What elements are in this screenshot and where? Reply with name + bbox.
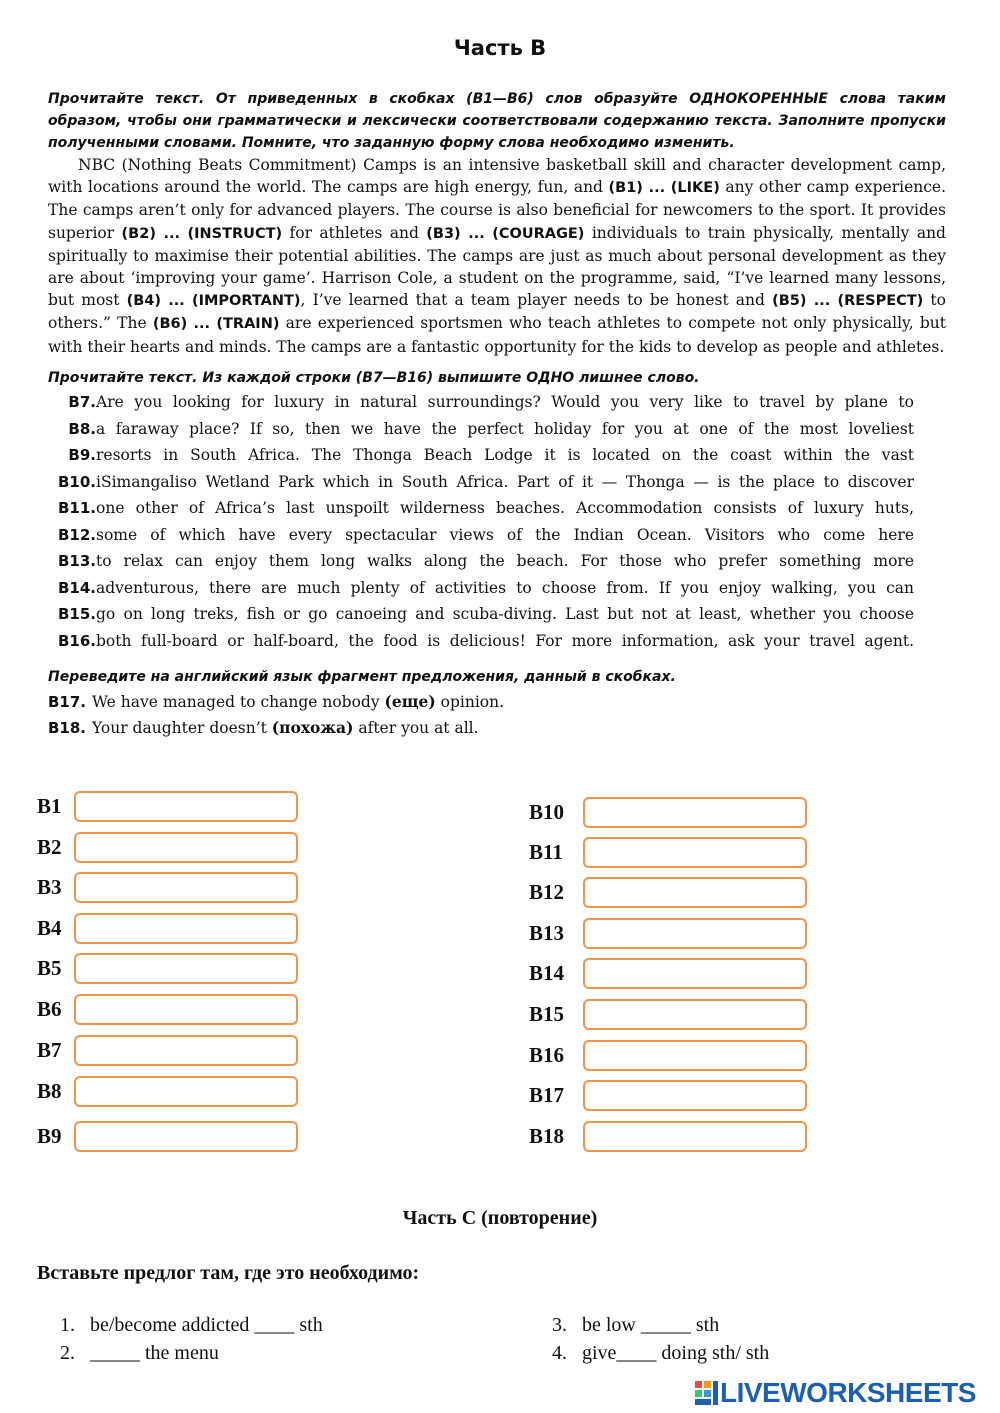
line-text: adventurous, there are much plenty of activities to choose from. If you enjoy walking, you can — [96, 578, 914, 597]
answer-label: B18 — [529, 1124, 565, 1148]
passage-text: to others.” The — [48, 291, 946, 333]
passage-text: NBC (Nothing Beats Commitment) Camps is an intensive basketball skill and character development camp, with locations around the world. The camps are high energy, fun, and — [48, 156, 946, 197]
line-text: a faraway place? If so, then we have the perfect holiday for you at one of the most loveliest — [96, 419, 914, 438]
instruction-translate: Переведите на английский язык фрагмент предложения, данный в скобках. — [48, 669, 676, 685]
exercise-text: _____ the menu — [90, 1342, 219, 1364]
answer-label: B14 — [529, 961, 565, 985]
passage-text: individuals to train physically, mentally and spiritually to maximise their potential abilities. The camps are just as much about personal development as they are about ‘improving your game’. Harrison Cole, a student on the programme, said, “I’ve learned many lessons, but most — [48, 223, 946, 310]
answer-input-b3[interactable] — [74, 872, 298, 903]
instruction-word-formation: Прочитайте текст. От приведенных в скобках (B1—B6) слов образуйте ОДНОКОРЕННЫЕ слова таким образом, чтобы они грамматически и лексически соответствовали содержанию текста. Заполните пропуски полученными словами. Помните, что заданную форму слова необходимо изменить. — [48, 91, 946, 151]
extra-word-line — [48, 632, 914, 658]
extra-word-line — [48, 579, 914, 605]
liveworksheets-logo-icon — [694, 1379, 720, 1407]
item-prompt: (еще) — [384, 692, 436, 711]
line-text: to relax can enjoy them long walks along the beach. For those who prefer something more — [96, 552, 914, 570]
answer-input-b16[interactable] — [583, 1040, 807, 1071]
item-prompt: (похожа) — [271, 718, 354, 737]
liveworksheets-logo — [694, 1378, 976, 1408]
passage-text: any other camp experience. The camps aren’t only for advanced players. The course is also beneficial for newcomers to the sport. It provides superior — [48, 178, 947, 242]
line-text: one other of Africa’s last unspoilt wilderness beaches. Accommodation consists of luxury huts, — [96, 499, 914, 517]
gap-prompt: (B4) ... (IMPORTANT) — [126, 293, 301, 310]
line-number: B14. — [57, 578, 96, 597]
gap-prompt: (B2) ... (INSTRUCT) — [121, 225, 283, 242]
answer-label: B9 — [37, 1124, 62, 1148]
answer-label: B3 — [37, 875, 62, 899]
passage-text: are experienced sportsmen who teach athletes to compete not only physically, but with their hearts and minds. The camps are a fantastic opportunity for the kids to develop as people and athletes. — [48, 314, 946, 356]
line-number: B13. — [57, 552, 96, 570]
line-text: go on long treks, fish or go canoeing and scuba-diving. Last but not at least, whether you choose — [96, 605, 914, 623]
exercise-text: be/become addicted ____ sth — [90, 1314, 323, 1336]
exercise-item — [60, 1314, 323, 1337]
answer-input-b11[interactable] — [583, 837, 807, 868]
exercise-item — [552, 1342, 769, 1365]
extra-word-line — [48, 552, 914, 578]
line-text: some of which have every spectacular views of the Indian Ocean. Visitors who come here — [96, 525, 914, 544]
answer-label: B12 — [529, 880, 565, 904]
part-c-instruction: Вставьте предлог там, где это необходимо: — [37, 1262, 420, 1284]
answer-input-b8[interactable] — [74, 1076, 298, 1107]
answer-input-b9[interactable] — [74, 1121, 298, 1152]
exercise-item — [552, 1314, 719, 1337]
extra-word-line — [48, 526, 914, 552]
line-text: Are you looking for luxury in natural surroundings? Would you very like to travel by plane to — [96, 393, 914, 411]
gap-prompt: (B1) ... (LIKE) — [608, 180, 720, 197]
line-text: iSimangaliso Wetland Park which in South Africa. Part of it — Thonga — is the place to discover — [96, 472, 914, 491]
passage-nbc-camps — [48, 154, 946, 358]
line-number: B10. — [57, 472, 96, 491]
answer-input-b15[interactable] — [583, 999, 807, 1030]
answer-label: B13 — [529, 921, 565, 945]
line-number: B8. — [68, 419, 96, 438]
answer-input-b2[interactable] — [74, 832, 298, 863]
extra-word-line — [48, 605, 914, 631]
line-number: B12. — [57, 525, 96, 544]
exercise-number: 3. — [552, 1314, 567, 1336]
item-text: after you at all. — [353, 719, 479, 737]
extra-word-line — [48, 473, 914, 499]
item-text: Your daughter doesn’t — [92, 719, 272, 737]
exercise-text: give____ doing sth/ sth — [582, 1342, 770, 1364]
line-text: both full-board or half-board, the food is delicious! For more information, ask your travel agent. — [96, 631, 914, 650]
answer-input-b13[interactable] — [583, 918, 807, 949]
passage-text: , I’ve learned that a team player needs to be honest and — [300, 291, 773, 310]
answer-input-b4[interactable] — [74, 913, 298, 944]
line-number: B11. — [57, 499, 96, 517]
answer-label: B17 — [529, 1083, 565, 1107]
answer-input-b18[interactable] — [583, 1121, 807, 1152]
instruction-extra-word: Прочитайте текст. Из каждой строки (B7—B16) выпишите ОДНО лишнее слово. — [48, 370, 700, 386]
answer-label: B5 — [37, 956, 62, 980]
page-title: Часть B — [453, 36, 547, 60]
answer-label: B2 — [37, 835, 62, 859]
passage-text: for athletes and — [282, 223, 427, 242]
line-number: B16. — [57, 631, 96, 650]
translation-item — [48, 692, 504, 711]
part-c-title: Часть С (повторение) — [402, 1207, 598, 1229]
exercise-text: be low _____ sth — [582, 1314, 720, 1336]
answer-label: B10 — [529, 800, 565, 824]
answer-label: B6 — [37, 997, 62, 1021]
gap-prompt: (B5) ... (RESPECT) — [772, 293, 924, 310]
item-text: opinion. — [435, 693, 505, 711]
answer-label: B7 — [37, 1038, 62, 1062]
extra-word-line — [48, 393, 914, 419]
answer-input-b14[interactable] — [583, 958, 807, 989]
answer-input-b7[interactable] — [74, 1035, 298, 1066]
answer-input-b1[interactable] — [74, 791, 298, 822]
line-number: B9. — [68, 446, 96, 464]
exercise-number: 4. — [552, 1342, 567, 1364]
answer-label: B8 — [37, 1079, 62, 1103]
answer-input-b5[interactable] — [74, 953, 298, 984]
brand-name: LIVEWORKSHEETS — [720, 1377, 976, 1408]
gap-prompt: (B6) ... (TRAIN) — [152, 316, 280, 333]
line-number: B15. — [57, 605, 96, 623]
answer-input-b17[interactable] — [583, 1080, 807, 1111]
extra-word-line — [48, 499, 914, 525]
translation-item — [48, 718, 479, 737]
item-text: We have managed to change nobody — [92, 693, 385, 711]
line-number: B7. — [68, 393, 96, 411]
answer-label: B1 — [37, 794, 62, 818]
exercise-number: 2. — [60, 1342, 75, 1364]
extra-word-line — [48, 446, 914, 472]
answer-input-b10[interactable] — [583, 797, 807, 828]
answer-input-b12[interactable] — [583, 877, 807, 908]
answer-label: B15 — [529, 1002, 565, 1026]
item-number: B18. — [48, 719, 87, 737]
extra-word-line — [48, 420, 914, 446]
answer-label: B4 — [37, 916, 62, 940]
line-text: resorts in South Africa. The Thonga Beach Lodge it is located on the coast within the vast — [96, 446, 914, 464]
item-number: B17. — [48, 693, 87, 711]
answer-label: B16 — [529, 1043, 565, 1067]
answer-label: B11 — [529, 840, 563, 864]
exercise-item — [60, 1342, 219, 1365]
gap-prompt: (B3) ... (COURAGE) — [426, 225, 585, 242]
answer-input-b6[interactable] — [74, 994, 298, 1025]
exercise-number: 1. — [60, 1314, 75, 1336]
